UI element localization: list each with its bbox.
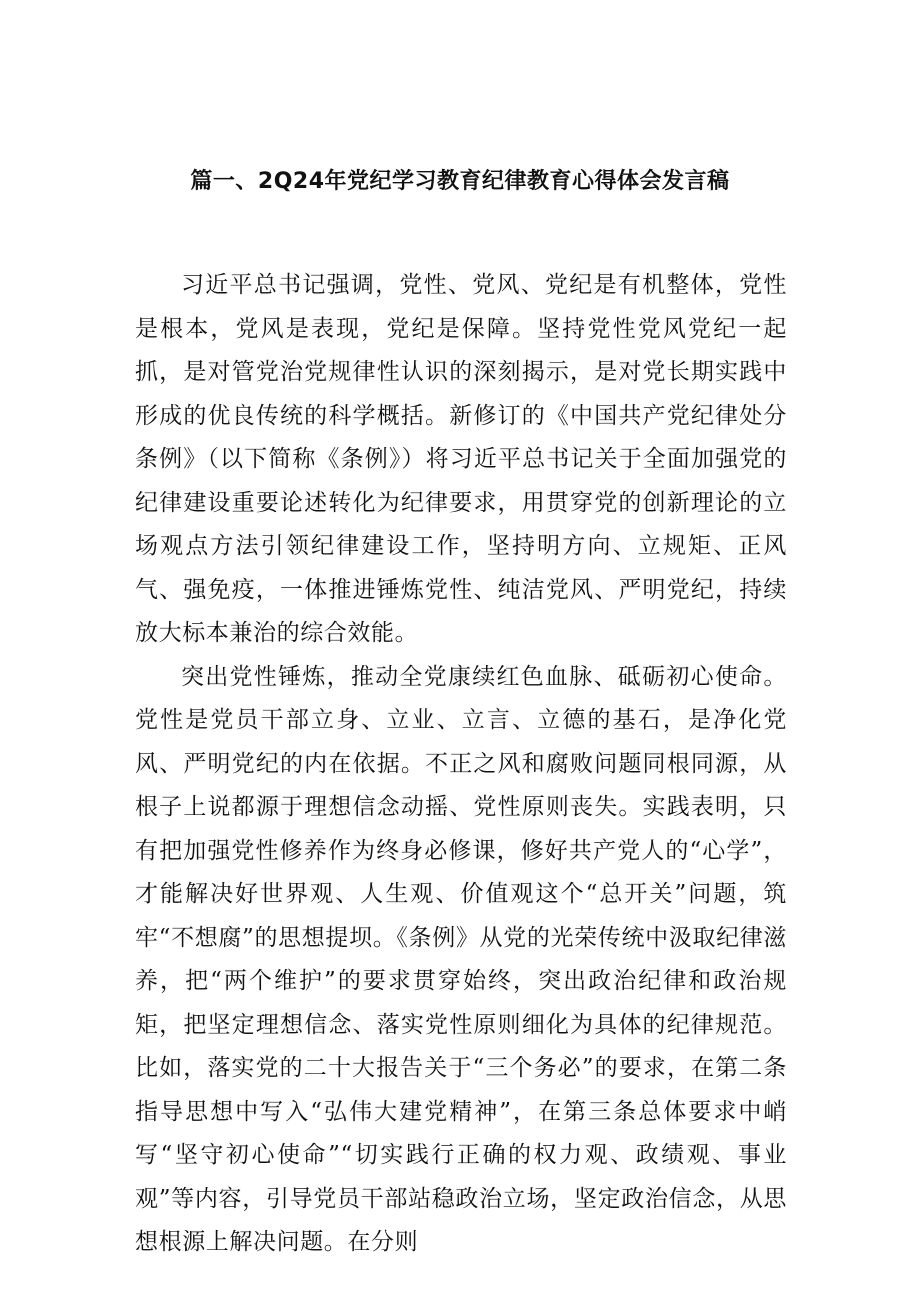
paragraph-1: 习近平总书记强调，党性、党风、党纪是有机整体，党性是根本，党风是表现，党纪是保障。坚持党性党风党纪一起抓，是对管党治党规律性认识的深刻揭示，是对党长期实践中形成的优良传统的科学概括。新修订的《中国共产党纪律处分条例》（以下简称《条例》）将习近平总书记关于全面加强党的纪律建设重要论述转化为纪律要求，用贯穿党的创新理论的立场观点方法引领纪律建设工作，坚持明方向、立规矩、正风气、强免疫，一体推进锤炼党性、纯洁党风、严明党纪，持续放大标本兼治的综合效能。 [135, 272, 787, 646]
paragraph-2: 突出党性锤炼，推动全党康续红色血脉、砥砺初心使命。党性是党员干部立身、立业、立言、立德的基石，是净化党风、严明党纪的内在依据。不正之风和腐败问题同根同源，从根子上说都源于理想信念动摇、党性原则丧失。实践表明，只有把加强党性修养作为终身必修课，修好共产党人的“心学”，才能解决好世界观、人生观、价值观这个“总开关”问题，筑牢“不想腐”的思想提坝。《条例》从党的光荣传统中汲取纪律滋养，把“两个维护”的要求贯穿始终，突出政治纪律和政治规矩，把坚定理想信念、落实党性原则细化为具体的纪律规范。比如，落实党的二十大报告关于“三个务必”的要求，在第二条指导思想中写入“弘伟大建党精神”，在第三条总体要求中峭写“坚守初心使命”“切实践行正确的权力观、政绩观、事业观”等内容，引导党员干部站稳政治立场，坚定政治信念，从思想根源上解决问题。在分则 [135, 663, 787, 1255]
document-body [135, 264, 787, 1265]
document-title: 篇一、2Q24年党纪学习教育纪律教育心得体会发言稿 [190, 169, 730, 194]
